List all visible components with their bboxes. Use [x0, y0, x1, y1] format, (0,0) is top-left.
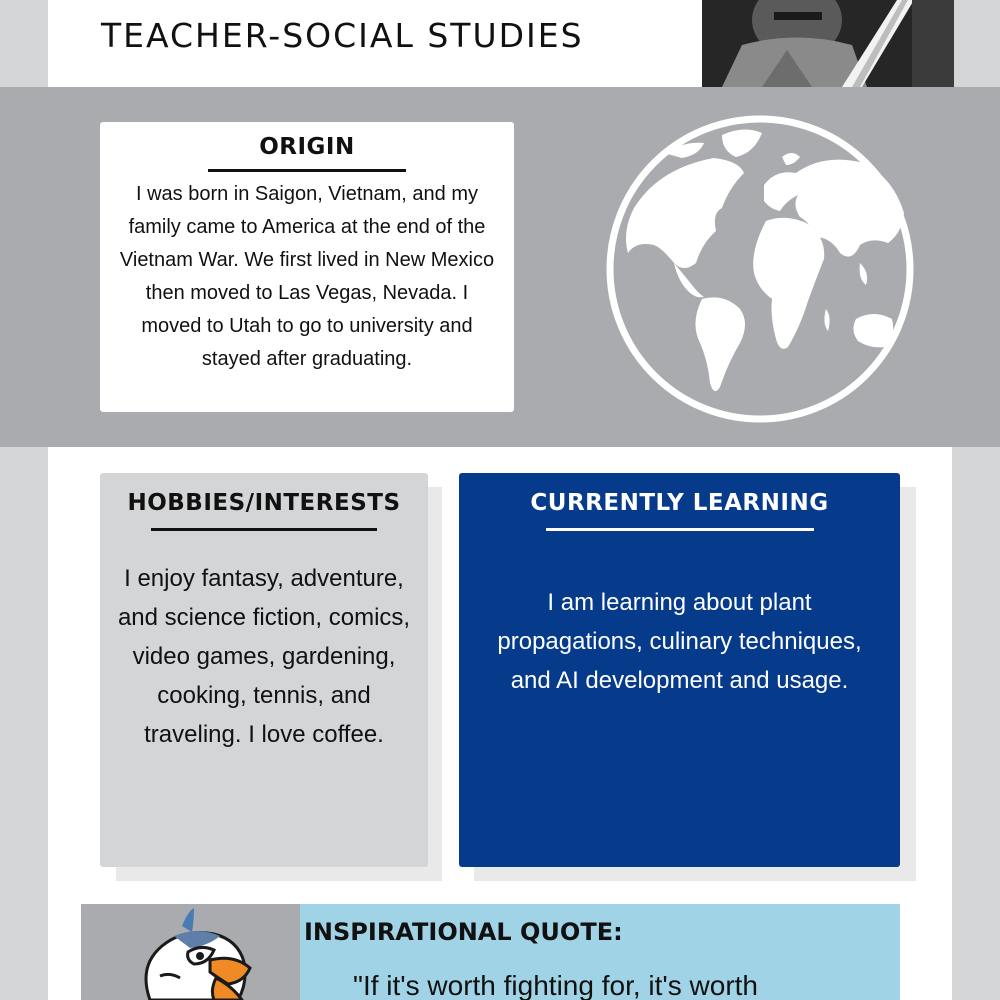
origin-text: I was born in Saigon, Vietnam, and my family came to America at the end of the Vietnam War. We first lived in New Mexico then moved to Las Vegas, Nevada. I moved to Utah to go to university and stayed after graduating. [119, 183, 495, 370]
learning-card [459, 473, 900, 867]
hobbies-heading: HOBBIES/INTERESTS [127, 490, 401, 516]
learning-text: I am learning about plant propagations, culinary techniques, and AI development and usage. [497, 589, 862, 694]
page-title: TEACHER-SOCIAL STUDIES [101, 16, 584, 55]
globe-icon [604, 113, 916, 425]
hobbies-card [100, 473, 428, 867]
quote-text: "If it's worth fighting for, it's worth [353, 970, 759, 1000]
origin-card [100, 122, 514, 412]
learning-heading: CURRENTLY LEARNING [530, 490, 829, 516]
quote-heading: INSPIRATIONAL QUOTE: [304, 918, 623, 946]
teacher-portrait-photo [702, 0, 954, 87]
hobbies-text: I enjoy fantasy, adventure, and science fiction, comics, video games, gardening, cooking, tennis, and traveling. I love coffee. [117, 565, 411, 748]
origin-heading: ORIGIN [259, 134, 355, 160]
eagle-mascot-icon [110, 906, 300, 1000]
